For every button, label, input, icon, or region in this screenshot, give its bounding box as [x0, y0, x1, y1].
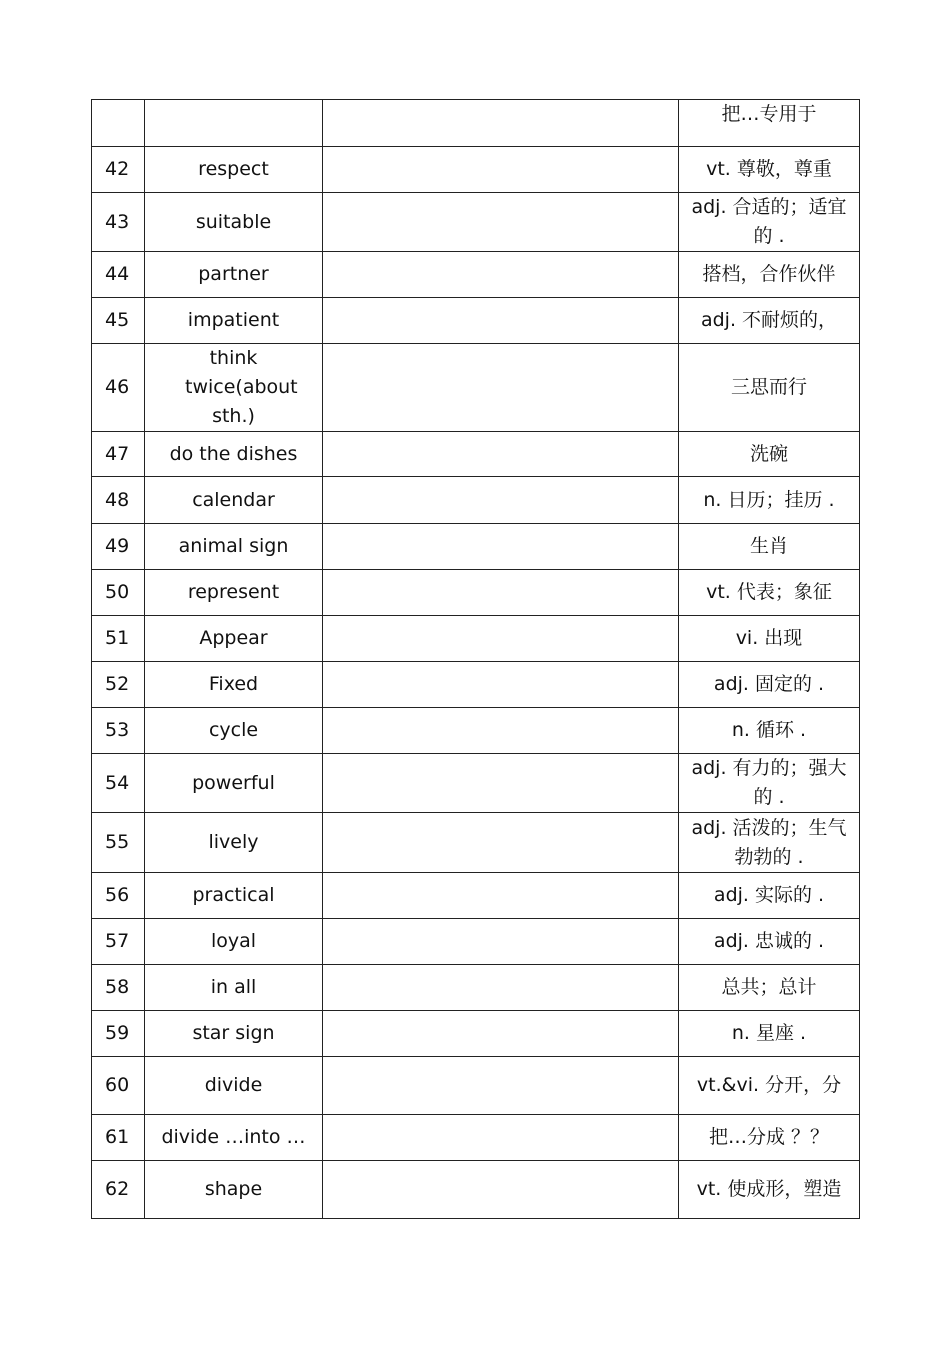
table-row [92, 344, 860, 432]
chinese-meaning: 洗碗 [679, 432, 860, 477]
chinese-meaning: n. 星座 . [679, 1011, 860, 1057]
table-row [92, 1161, 860, 1219]
english-word: loyal [145, 919, 323, 965]
english-word: Fixed [145, 662, 323, 708]
blank-cell [323, 298, 679, 344]
blank-cell [323, 100, 679, 147]
english-word: respect [145, 147, 323, 193]
table-row [92, 570, 860, 616]
table-row [92, 524, 860, 570]
row-number: 50 [92, 570, 145, 616]
table-row [92, 252, 860, 298]
chinese-meaning: 搭档，合作伙伴 [679, 252, 860, 298]
chinese-meaning: 总共；总计 [679, 965, 860, 1011]
blank-cell [323, 524, 679, 570]
blank-cell [323, 754, 679, 813]
english-word [145, 100, 323, 147]
chinese-meaning: adj. 有力的；强大的 . [679, 754, 860, 813]
row-number [92, 100, 145, 147]
chinese-meaning: vt. 尊敬，尊重 [679, 147, 860, 193]
table-row [92, 873, 860, 919]
blank-cell [323, 1115, 679, 1161]
english-word: divide [145, 1057, 323, 1115]
english-word: divide …into … [145, 1115, 323, 1161]
table-row [92, 813, 860, 873]
english-word: represent [145, 570, 323, 616]
chinese-meaning: 把…分成 ？？ [679, 1115, 860, 1161]
chinese-meaning: adj. 忠诚的 . [679, 919, 860, 965]
row-number: 59 [92, 1011, 145, 1057]
english-word: star sign [145, 1011, 323, 1057]
vocabulary-table [91, 99, 860, 1219]
english-word: animal sign [145, 524, 323, 570]
chinese-meaning: vi. 出现 [679, 616, 860, 662]
english-word: impatient [145, 298, 323, 344]
row-number: 54 [92, 754, 145, 813]
row-number: 52 [92, 662, 145, 708]
english-word: think twice(about sth.) [145, 344, 323, 432]
table-row [92, 477, 860, 524]
chinese-meaning: vt. 使成形，塑造 [679, 1161, 860, 1219]
row-number: 58 [92, 965, 145, 1011]
row-number: 44 [92, 252, 145, 298]
chinese-meaning: adj. 实际的 . [679, 873, 860, 919]
blank-cell [323, 708, 679, 754]
row-number: 43 [92, 193, 145, 252]
english-word: partner [145, 252, 323, 298]
row-number: 53 [92, 708, 145, 754]
blank-cell [323, 477, 679, 524]
table-row [92, 662, 860, 708]
table-row [92, 1011, 860, 1057]
table-row [92, 193, 860, 252]
english-word: calendar [145, 477, 323, 524]
blank-cell [323, 570, 679, 616]
table-row [92, 147, 860, 193]
row-number: 61 [92, 1115, 145, 1161]
table-row [92, 965, 860, 1011]
table-row [92, 432, 860, 477]
table-row [92, 100, 860, 147]
row-number: 57 [92, 919, 145, 965]
chinese-meaning: vt.&vi. 分开，分 [679, 1057, 860, 1115]
blank-cell [323, 252, 679, 298]
table-row [92, 708, 860, 754]
chinese-meaning: 生肖 [679, 524, 860, 570]
row-number: 56 [92, 873, 145, 919]
table-row [92, 754, 860, 813]
row-number: 42 [92, 147, 145, 193]
blank-cell [323, 662, 679, 708]
chinese-meaning: vt. 代表；象征 [679, 570, 860, 616]
table-row [92, 616, 860, 662]
row-number: 48 [92, 477, 145, 524]
blank-cell [323, 873, 679, 919]
blank-cell [323, 813, 679, 873]
row-number: 51 [92, 616, 145, 662]
chinese-meaning: 把…专用于 [679, 100, 860, 147]
english-word: suitable [145, 193, 323, 252]
blank-cell [323, 965, 679, 1011]
row-number: 46 [92, 344, 145, 432]
english-word: shape [145, 1161, 323, 1219]
blank-cell [323, 193, 679, 252]
chinese-meaning: n. 循环 . [679, 708, 860, 754]
english-word: do the dishes [145, 432, 323, 477]
row-number: 47 [92, 432, 145, 477]
chinese-meaning: n. 日历；挂历 . [679, 477, 860, 524]
blank-cell [323, 1011, 679, 1057]
blank-cell [323, 344, 679, 432]
chinese-meaning: adj. 合适的；适宜的 . [679, 193, 860, 252]
english-word: in all [145, 965, 323, 1011]
blank-cell [323, 1161, 679, 1219]
chinese-meaning: adj. 固定的 . [679, 662, 860, 708]
table-row [92, 298, 860, 344]
table-row [92, 919, 860, 965]
row-number: 49 [92, 524, 145, 570]
row-number: 55 [92, 813, 145, 873]
row-number: 45 [92, 298, 145, 344]
english-word: practical [145, 873, 323, 919]
table-row [92, 1115, 860, 1161]
chinese-meaning: 三思而行 [679, 344, 860, 432]
english-word: cycle [145, 708, 323, 754]
blank-cell [323, 147, 679, 193]
row-number: 62 [92, 1161, 145, 1219]
blank-cell [323, 616, 679, 662]
blank-cell [323, 1057, 679, 1115]
blank-cell [323, 432, 679, 477]
chinese-meaning: adj. 活泼的；生气勃勃的 . [679, 813, 860, 873]
english-word: powerful [145, 754, 323, 813]
row-number: 60 [92, 1057, 145, 1115]
chinese-meaning: adj. 不耐烦的， [679, 298, 860, 344]
blank-cell [323, 919, 679, 965]
english-word: lively [145, 813, 323, 873]
table-row [92, 1057, 860, 1115]
english-word: Appear [145, 616, 323, 662]
